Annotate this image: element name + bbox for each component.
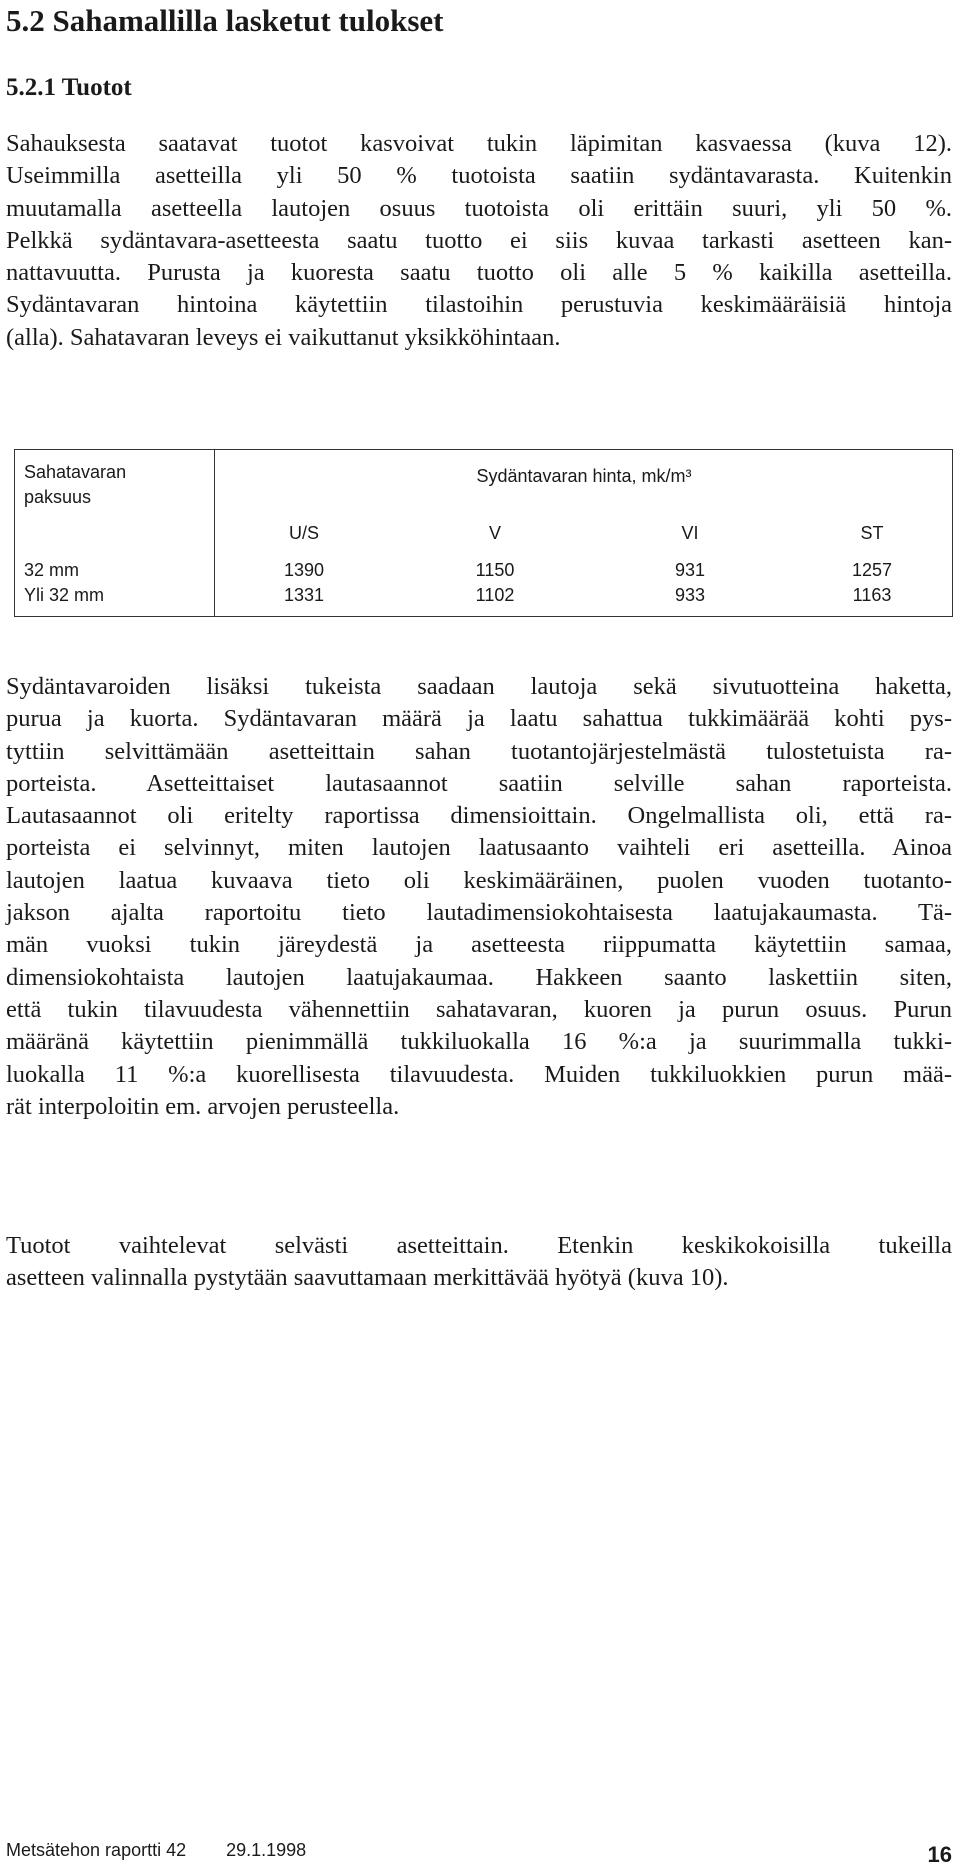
paragraph-line: rät interpoloitin em. arvojen perusteella. bbox=[6, 1092, 400, 1120]
page-footer bbox=[6, 1840, 306, 1861]
table-cell: 1150 bbox=[475, 560, 515, 580]
table-cell: 1390 bbox=[283, 560, 325, 580]
paragraph-line: dimensiokohtaista lautojen laatujakaumaa. Hakkeen saanto laskettiin siten, bbox=[6, 963, 952, 991]
paragraph-line: että tukin tilavuudesta vähennettiin sahatavaran, kuoren ja purun osuus. Purun bbox=[6, 995, 952, 1023]
column-header-vi: VI bbox=[681, 523, 699, 543]
table-cell: 1102 bbox=[475, 585, 515, 605]
page-number: 16 bbox=[927, 1842, 952, 1867]
paragraph-line: luokalla 11 %:a kuorellisesta tilavuudesta. Muiden tukkiluokkien purun mää- bbox=[6, 1060, 952, 1088]
table-cell: 1331 bbox=[283, 585, 325, 605]
paragraph-byproducts bbox=[6, 671, 952, 1123]
paragraph-line: nattavuutta. Purusta ja kuoresta saatu tuotto oli alle 5 % kaikilla asetteilla. bbox=[6, 259, 952, 287]
table-row-label: 32 mm bbox=[24, 560, 80, 580]
paragraph-revenue-intro bbox=[6, 128, 952, 354]
paragraph-line: porteista ei selvinnyt, miten lautojen laatusaanto vaihteli eri asetteilla. Ainoa bbox=[6, 834, 952, 862]
paragraph-line: asetteen valinnalla pystytään saavuttamaan merkittävää hyötyä (kuva 10). bbox=[6, 1264, 729, 1292]
paragraph-line: Useimmilla asetteilla yli 50 % tuotoista saatiin sydäntavarasta. Kuitenkin bbox=[6, 162, 952, 190]
paragraph-conclusion bbox=[6, 1230, 952, 1295]
publication-name: Metsätehon raportti 42 bbox=[6, 1840, 187, 1860]
paragraph-line: (alla). Sahatavaran leveys ei vaikuttanut yksikköhintaan. bbox=[6, 323, 561, 351]
row-header-label-line1: Sahatavaran bbox=[24, 462, 127, 482]
paragraph-line: lautojen laatua kuvaava tieto oli keskimääräinen, puolen vuoden tuotanto- bbox=[6, 866, 952, 894]
paragraph-line: Sydäntavaran hintoina käytettiin tilastoihin perustuvia keskimääräisiä hintoja bbox=[6, 291, 952, 319]
table-cell: 1163 bbox=[852, 585, 892, 605]
paragraph-line: Pelkkä sydäntavara-asetteesta saatu tuotto ei siis kuvaa tarkasti asetteen kan- bbox=[6, 226, 952, 254]
publication-date: 29.1.1998 bbox=[226, 1840, 307, 1860]
table-cell: 933 bbox=[674, 585, 706, 605]
subsection-title: 5.2.1 Tuotot bbox=[6, 74, 132, 101]
paragraph-line: porteista. Asetteittaiset lautasaannot saatiin selville sahan raporteista. bbox=[6, 769, 952, 797]
price-table bbox=[14, 449, 953, 617]
paragraph-line: purua ja kuorta. Sydäntavaran määrä ja laatu sahattua tukkimäärää kohti pys- bbox=[6, 705, 952, 733]
paragraph-line: tyttiin selvittämään asetteittain sahan tuotantojärjestelmästä tulostetuista ra- bbox=[6, 737, 952, 765]
column-header-us: U/S bbox=[288, 523, 319, 543]
paragraph-line: Tuotot vaihtelevat selvästi asetteittain. Etenkin keskikokoisilla tukeilla bbox=[6, 1232, 952, 1259]
row-header-label-line2: paksuus bbox=[24, 487, 92, 507]
paragraph-line: Lautasaannot oli eritelty raportissa dimensioittain. Ongelmallista oli, että ra- bbox=[6, 802, 952, 830]
table-cell: 1257 bbox=[851, 560, 893, 580]
column-group-header: Sydäntavaran hinta, mk/m³ bbox=[476, 466, 692, 486]
paragraph-line: Sahauksesta saatavat tuotot kasvoivat tukin läpimitan kasvaessa (kuva 12). bbox=[6, 130, 952, 157]
paragraph-line: jakson ajalta raportoitu tieto lautadimensiokohtaisesta laatujakaumasta. Tä- bbox=[6, 899, 952, 927]
table-cell: 931 bbox=[674, 560, 706, 580]
paragraph-line: Sydäntavaroiden lisäksi tukeista saadaan lautoja sekä sivutuotteina haketta, bbox=[6, 673, 952, 700]
column-header-st: ST bbox=[860, 523, 884, 543]
column-header-v: V bbox=[488, 523, 501, 543]
table-row-label: Yli 32 mm bbox=[24, 585, 105, 605]
paragraph-line: määränä käytettiin pienimmällä tukkiluokalla 16 %:a ja suurimmalla tukki- bbox=[6, 1028, 952, 1056]
section-title: 5.2 Sahamallilla lasketut tulokset bbox=[6, 3, 444, 38]
paragraph-line: män vuoksi tukin järeydestä ja asetteesta riippumatta käytettiin samaa, bbox=[6, 931, 952, 959]
paragraph-line: muutamalla asetteella lautojen osuus tuotoista oli erittäin suuri, yli 50 %. bbox=[6, 194, 952, 222]
